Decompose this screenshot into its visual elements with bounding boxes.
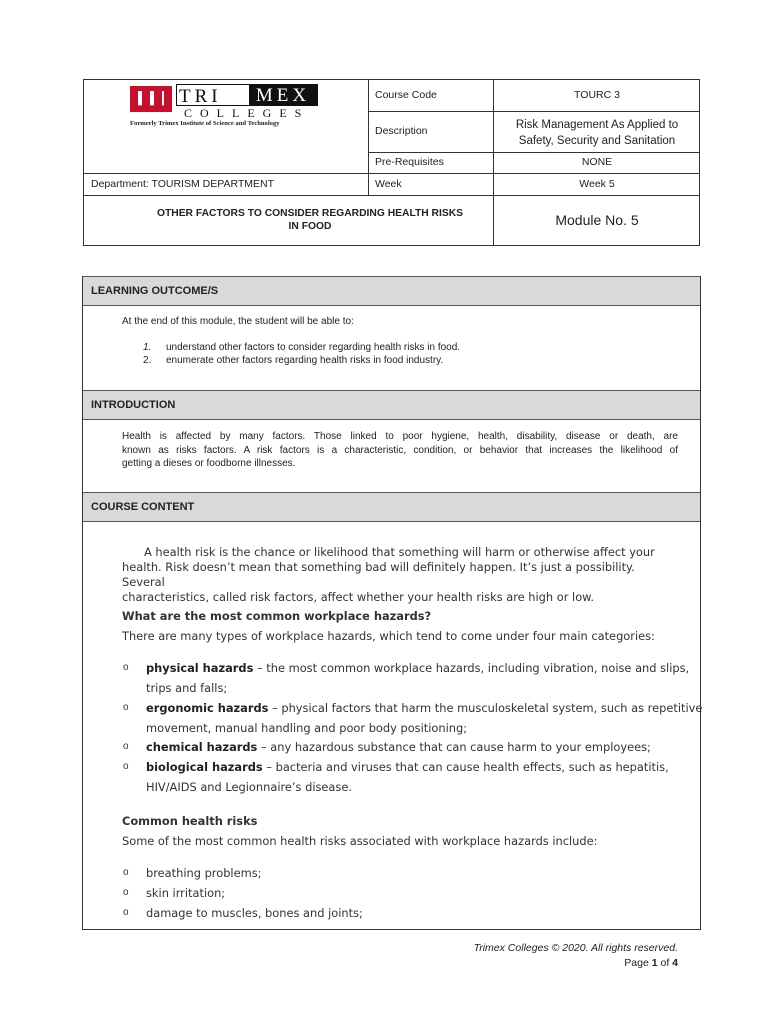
health-risk-paragraph [122,545,672,605]
description-line: Risk Management As Applied to [515,119,679,131]
section-header-introduction [83,390,700,420]
intro-line: Health is affected by many factors. Those linked to poor hygiene, health, disability, disease or death, are [122,431,678,442]
course-code-value: TOURC 3 [574,89,620,101]
page-number: 1 [651,957,658,969]
bullet-icon: o [123,867,129,878]
section-header-course-content [83,492,700,522]
topic-line: OTHER FACTORS TO CONSIDER REGARDING HEALTH RISKS [156,208,464,219]
copyright-text: Trimex Colleges © 2020. All rights reserved. [473,942,678,954]
page-of: of [657,957,673,969]
week-label: Week [375,178,402,190]
bullet-icon: o [123,887,129,898]
outcome-item: understand other factors to consider regarding health risks in food. [166,342,461,353]
divider [368,111,700,112]
health-risks-heading: Common health risks [122,814,258,828]
hazard-item-continued: trips and falls; [146,681,228,695]
risk-item: breathing problems; [146,866,262,880]
outcome-item: enumerate other factors regarding health risks in food industry. [166,355,444,366]
logo-text-mex: MEX [249,85,317,105]
module-number: Module No. 5 [555,212,639,228]
hazard-item [146,701,702,715]
hazards-heading: What are the most common workplace hazards? [122,609,432,623]
section-title: COURSE CONTENT [91,501,195,513]
section-header-learning-outcomes [83,276,700,306]
divider [368,79,369,195]
paragraph-line: A health risk is the chance or likelihood that something will harm or otherwise affect your [144,545,655,559]
module-topic [120,207,500,233]
description-line: Safety, Security and Sanitation [518,135,676,147]
hazard-term: biological hazards [146,760,263,774]
bullet-icon: o [123,662,129,673]
trimex-logo [130,84,330,132]
hazard-desc: – any hazardous substance that can cause harm to your employees; [257,740,651,754]
risk-item: damage to muscles, bones and joints; [146,906,363,920]
bullet-icon: o [123,907,129,918]
department-text: Department: TOURISM DEPARTMENT [91,178,275,190]
hazard-term: physical hazards [146,661,254,675]
hazard-desc: – physical factors that harm the musculoskeletal system, such as repetitive [268,701,703,715]
divider [368,152,700,153]
hazard-item [146,740,651,754]
outcomes-intro: At the end of this module, the student will be able to: [122,316,354,327]
bullet-icon: o [123,761,129,772]
description-value [494,117,700,149]
prereq-value: NONE [581,156,613,168]
bullet-icon: o [123,741,129,752]
topic-line: IN FOOD [288,221,332,232]
page-total: 4 [672,957,678,969]
prereq-label: Pre-Requisites [375,156,444,168]
divider [83,195,700,196]
health-risks-intro: Some of the most common health risks associated with workplace hazards include: [122,834,598,848]
outcome-number: 1. [143,342,152,353]
course-code-label: Course Code [375,89,437,101]
hazard-item [146,661,689,675]
hazard-desc: – the most common workplace hazards, including vibration, noise and slips, [253,661,690,675]
risk-item: skin irritation; [146,886,226,900]
logo-text-colleges: COLLEGES [184,106,310,120]
hazard-term: chemical hazards [146,740,258,754]
logo-tagline: Formerly Trimex Institute of Science and Technology [130,120,280,127]
divider [83,173,700,174]
hazard-desc: – bacteria and viruses that can cause health effects, such as hepatitis, [262,760,669,774]
introduction-text [122,430,678,471]
hazard-item-continued: movement, manual handling and poor body positioning; [146,721,468,735]
outcome-number: 2. [143,355,152,366]
hazard-item-continued: HIV/AIDS and Legionnaire’s disease. [146,780,352,794]
section-title: LEARNING OUTCOME/S [91,285,219,297]
paragraph-line: characteristics, called risk factors, affect whether your health risks are high or low. [122,590,595,604]
paragraph-line: health. Risk doesn’t mean that something bad will definitely happen. It’s just a possibility. Several [122,560,635,589]
hazard-term: ergonomic hazards [146,701,269,715]
page-prefix: Page [624,957,652,969]
bullet-icon: o [123,702,129,713]
intro-line: getting a dieses or foodborne illnesses. [122,458,296,469]
description-label: Description [375,125,428,137]
logo-text-tri: TRI [179,86,222,107]
week-value: Week 5 [579,178,615,190]
hazard-item [146,760,669,774]
page-indicator [624,957,678,969]
section-title: INTRODUCTION [91,399,176,411]
intro-line: known as risks factors. A risk factors is a characteristic, condition, or behavior that increases the likelihood of [122,444,678,456]
hazards-intro: There are many types of workplace hazards, which tend to come under four main categories: [122,629,655,643]
